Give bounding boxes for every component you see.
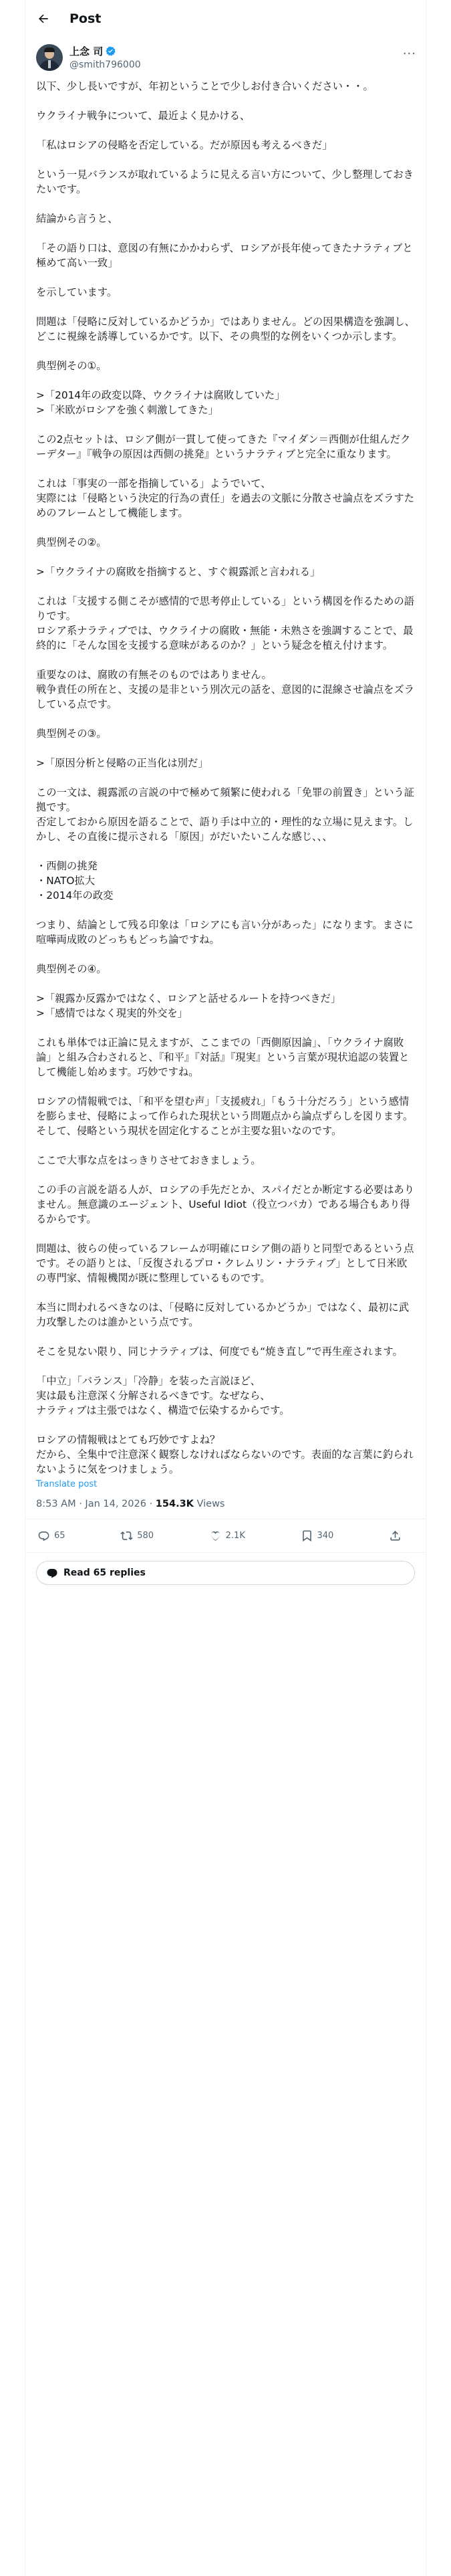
repost-count: 580 [137, 1531, 154, 1541]
views-label: Views [193, 1499, 225, 1509]
bookmark-button[interactable] [301, 1529, 334, 1542]
share-button[interactable] [389, 1529, 406, 1542]
reply-bubble-icon [46, 1567, 58, 1579]
author-row [25, 37, 426, 71]
display-name[interactable]: 上念 司 [69, 45, 104, 58]
action-bar [25, 1519, 426, 1553]
avatar[interactable] [36, 44, 63, 71]
left-rail [0, 0, 25, 2576]
page-title: Post [69, 11, 102, 26]
views-count: 154.3K [155, 1499, 194, 1509]
like-count: 2.1K [225, 1531, 245, 1541]
replies-row [25, 1553, 426, 1593]
author-meta [69, 44, 141, 70]
metadata-separator: · [146, 1499, 156, 1509]
back-arrow-icon[interactable] [32, 7, 55, 30]
read-replies-label: Read 65 replies [63, 1568, 146, 1578]
bookmark-icon [301, 1529, 313, 1542]
reply-icon [37, 1529, 50, 1542]
right-rail [426, 0, 451, 2576]
read-replies-button[interactable] [36, 1561, 415, 1585]
user-handle[interactable]: @smith796000 [69, 60, 141, 70]
repost-button[interactable] [120, 1529, 154, 1542]
reply-button[interactable] [37, 1529, 65, 1542]
header [25, 0, 426, 37]
post-text: 以下、少し長いですが、年初ということで少しお付き合いください・・。 ウクライナ戦争について、最近よく見かける、 「私はロシアの侵略を否定している。だが原因も考えるべきだ」 という一見バランスが取れているように見える言い方について、少し整理しておきたいです。 結論から言うと、 「その語り口は、意図の有無にかかわらず、ロシアが長年使ってきたナラティブと極めて高い一致」 を示しています。 問題は「侵略に反対しているかどうか」ではありません。どの因果構造を強調し、どこに視線を誘導しているかです。以下、その典型的な例をいくつか示します。 典型例その①。 >「2014年の政変以降、ウクライナは腐敗していた」 >「米欧がロシアを強く刺激してきた」 この2点セットは、ロシア側が一貫して使ってきた『マイダン＝西側が仕組んだクーデター』『戦争の原因は西側の挑発』というナラティブと完全に重なります。 これは「事実の一部を指摘している」ようでいて、 実際には「侵略という決定的行為の責任」を過去の文脈に分散させ論点をズラすためのフレームとして機能します。 典型例その②。 >「ウクライナの腐敗を指摘すると、すぐ親露派と言われる」 これは「支援する側こそが感情的で思考停止している」という構図を作るための語りです。 ロシア系ナラティブでは、ウクライナの腐敗・無能・未熟さを強調することで、最終的に「そんな国を支援する意味があるのか？」という疑念を植え付けます。 重要なのは、腐敗の有無そのものではありません。 戦争責任の所在と、支援の是非という別次元の話を、意図的に混線させ論点をズラしている点です。 典型例その③。 >「原因分析と侵略の正当化は別だ」 この一文は、親露派の言説の中で極めて頻繁に使われる「免罪の前置き」という証拠です。 否定しておから原因を語ることで、語り手は中立的・理性的な立場に見えます。しかし、その直後に提示される「原因」がだいたいこんな感じ、、、 ・西側の挑発 ・NATO拡大 ・2014年の政変 つまり、結論として残る印象は「ロシアにも言い分があった」になります。まさに喧嘩両成敗のどっちもどっち論ですね。 典型例その④。 >「親露か反露かではなく、ロシアと話せるルートを持つべきだ」 >「感情ではなく現実的外交を」 これも単体では正論に見えますが、ここまでの「西側原因論」、「ウクライナ腐敗論」と組み合わされると、『和平』『対話』『現実』という言葉が現状追認の装置として機能し始めます。巧妙ですね。 ロシアの情報戦では、「和平を望む声」「支援疲れ」「もう十分だろう」という感情を膨らませ、侵略によって作られた現状という問題点から論点ずらしを図ります。そして、侵略という現状を固定化することが主要な狙いなのです。 ここで大事な点をはっきりさせておきましょう。 この手の言説を語る人が、ロシアの手先だとか、スパイだとか断定する必要はありません。無意識のエージェント、Useful Idiot（役立つバカ）である場合もあり得るからです。 問題は、彼らの使っているフレームが明確にロシア側の語りと同型であるという点です。その語りとは、「反復されるプロ・クレムリン・ナラティブ」として日米欧の専門家、情報機関が既に整理しているものです。 本当に問われるべきなのは、「侵略に反対しているかどうか」ではなく、最初に武力攻撃したのは誰かという点です。 そこを見ない限り、同じナラティブは、何度でも“焼き直し”で再生産されます。 「中立」「バランス」「冷静」を装った言説ほど、 実は最も注意深く分解されるべきです。なぜなら、 ナラティブは主張ではなく、構造で伝染するからです。 ロシアの情報戦はとても巧妙ですよね？ だから、全集中で注意深く観察しなければならないのです。表面的な言葉に釣られないように気をつけましょう。 [36, 80, 415, 1475]
post-metadata [25, 1489, 426, 1519]
reply-count: 65 [54, 1531, 65, 1541]
name-row [69, 44, 141, 58]
more-options-icon[interactable]: ··· [402, 47, 416, 61]
verified-badge-icon [105, 45, 116, 57]
repost-icon [120, 1529, 133, 1542]
share-icon [389, 1529, 402, 1542]
translate-post-link[interactable]: Translate post [36, 1479, 98, 1489]
bookmark-count: 340 [317, 1531, 334, 1541]
post-column [25, 0, 426, 1593]
like-button[interactable] [209, 1529, 245, 1542]
heart-icon [209, 1529, 222, 1542]
post-timestamp[interactable]: 8:53 AM · Jan 14, 2026 [36, 1499, 146, 1509]
